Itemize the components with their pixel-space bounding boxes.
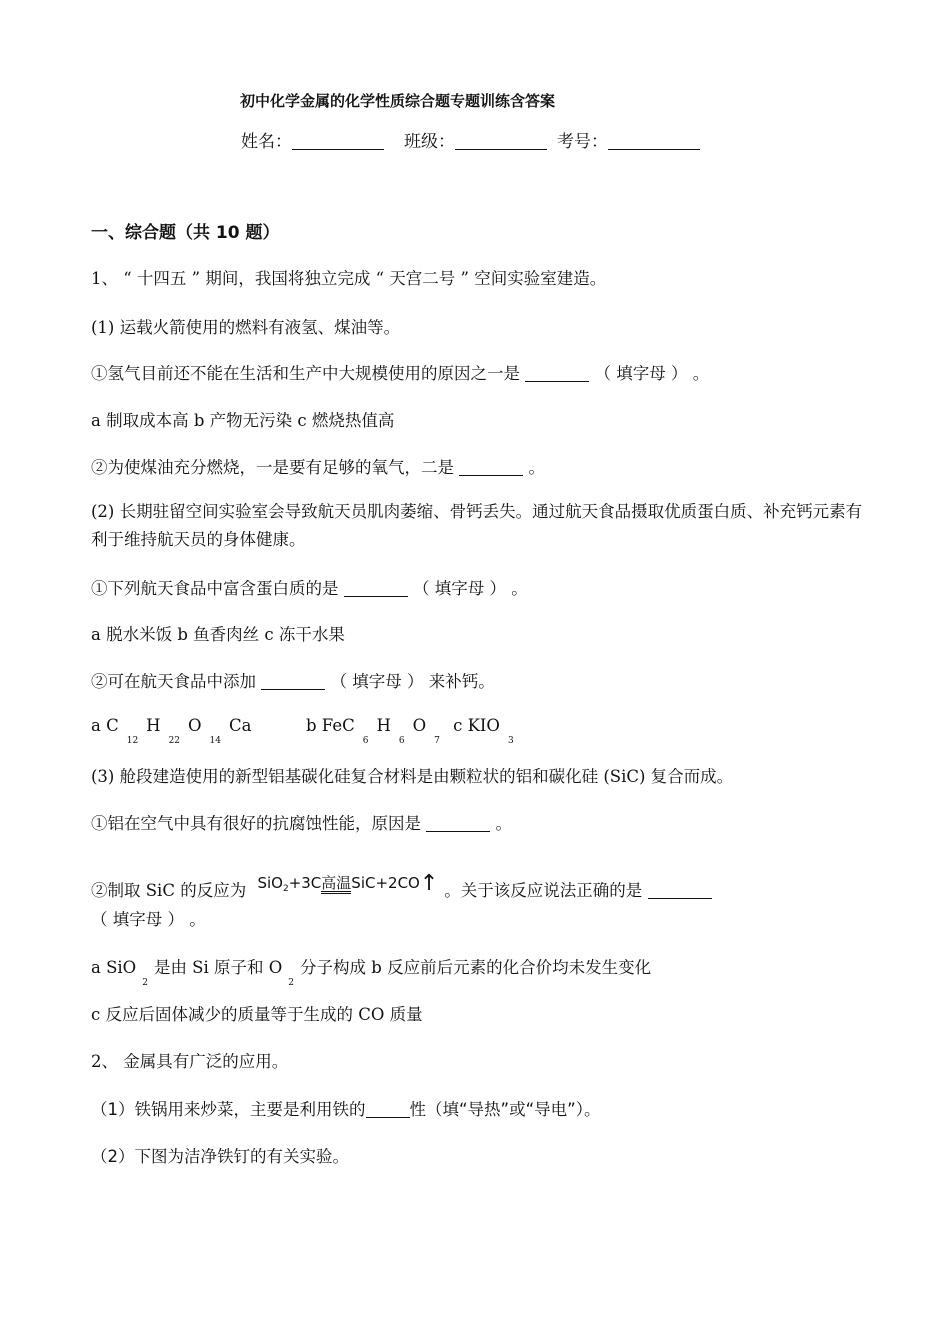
class-blank[interactable] bbox=[455, 133, 547, 150]
q1-part2-a bbox=[91, 575, 528, 599]
q1-p3b-mid: 。关于该反应说法正确的是 bbox=[444, 881, 648, 900]
q1-part1-b bbox=[91, 454, 545, 478]
answer-blank[interactable] bbox=[344, 580, 408, 597]
name-blank[interactable] bbox=[292, 133, 384, 150]
q1-p1a-text: ①氢气目前还不能在生活和生产中大规模使用的原因之一是 bbox=[91, 364, 526, 383]
q1-p2a-text: ①下列航天食品中富含蛋白质的是 bbox=[91, 579, 344, 598]
exam-no-label: 考号： bbox=[557, 132, 608, 152]
option-c-formula: c $KIO_3$ bbox=[453, 716, 514, 746]
document-title: 初中化学金属的化学性质综合题专题训练含答案 bbox=[240, 92, 556, 110]
class-field bbox=[404, 127, 547, 152]
name-field bbox=[241, 127, 384, 152]
q1-part1-a bbox=[91, 360, 709, 384]
name-label: 姓名： bbox=[241, 132, 292, 152]
q1-p1b-tail: 。 bbox=[523, 458, 545, 477]
answer-blank[interactable] bbox=[426, 815, 490, 832]
q1-part3-b bbox=[91, 871, 712, 908]
q1-part3-options-ab: a SiO$_2$是由 Si 原子和 $O_2$分子构成 b 反应前后元素的化合价均未发生变化 bbox=[91, 958, 652, 988]
q1-intro: 1、 “ 十四五 ” 期间，我国将独立完成 “ 天宫二号 ” 空间实验室建造。 bbox=[91, 269, 607, 288]
exam-no-field bbox=[557, 127, 700, 152]
q1-part3-b-tail: （ 填字母 ） 。 bbox=[91, 910, 206, 929]
answer-blank[interactable] bbox=[261, 673, 325, 690]
q1-part2-b bbox=[91, 668, 495, 692]
q1-p2b-tail: （ 填字母 ） 来补钙。 bbox=[325, 672, 495, 691]
q1-part2: (2) 长期驻留空间实验室会导致航天员肌肉萎缩、骨钙丢失。通过航天食品摄取优质蛋白质、补充钙元素有利于维持航天员的身体健康。 bbox=[91, 502, 863, 549]
answer-blank[interactable] bbox=[459, 459, 523, 476]
option-b-formula: b $FeC_6H_6O_7$ bbox=[305, 716, 440, 746]
q2-intro: 2、 金属具有广泛的应用。 bbox=[91, 1052, 289, 1071]
q1-part2-a-options: a 脱水米饭 b 鱼香肉丝 c 冻干水果 bbox=[91, 625, 345, 644]
q1-part3: (3) 舱段建造使用的新型铝基碳化硅复合材料是由颗粒状的铝和碳化硅 (SiC) 复合而成。 bbox=[91, 767, 734, 786]
q1-p3a-text: ①铝在空气中具有很好的抗腐蚀性能，原因是 bbox=[91, 814, 427, 833]
q1-part1-a-options: a 制取成本高 b 产物无污染 c 燃烧热值高 bbox=[91, 411, 395, 430]
q1-part1: (1) 运载火箭使用的燃料有液氢、煤油等。 bbox=[91, 318, 401, 337]
q1-p1b-text: ②为使煤油充分燃烧，一是要有足够的氧气，二是 bbox=[91, 458, 460, 477]
answer-blank[interactable] bbox=[366, 1101, 410, 1118]
reaction-equation: SiO$_2$+3C高温SiC+2CO↑ bbox=[257, 871, 439, 896]
q1-p3b-text: ②制取 SiC 的反应为 bbox=[91, 881, 252, 900]
reaction-condition: 高温 bbox=[321, 874, 352, 892]
q1-part3-a bbox=[91, 810, 512, 834]
answer-blank[interactable] bbox=[525, 365, 589, 382]
gas-arrow-icon: ↑ bbox=[419, 871, 439, 896]
exam-no-blank[interactable] bbox=[608, 133, 700, 150]
q2-p1-text: （1）铁锅用来炒菜，主要是利用铁的 bbox=[91, 1100, 366, 1119]
answer-blank[interactable] bbox=[648, 882, 712, 899]
q1-p2b-text: ②可在航天食品中添加 bbox=[91, 672, 262, 691]
q1-p2a-tail: （ 填字母 ） 。 bbox=[407, 579, 528, 598]
section-heading: 一、综合题（共 10 题） bbox=[91, 223, 280, 243]
q1-p3a-tail: 。 bbox=[490, 814, 512, 833]
option-a-formula: a $C_{12}H_{22}O_{14}Ca$ bbox=[91, 716, 252, 746]
q2-p1-tail: 性（填“导热”或“导电”）。 bbox=[409, 1100, 601, 1119]
q1-p1a-tail: （ 填字母 ） 。 bbox=[589, 364, 710, 383]
class-label: 班级： bbox=[404, 132, 455, 152]
q2-part2: （2）下图为洁净铁钉的有关实验。 bbox=[91, 1147, 349, 1166]
q2-part1 bbox=[91, 1096, 600, 1120]
q1-part2-b-options bbox=[91, 716, 522, 746]
q1-part3-option-c: c 反应后固体减少的质量等于生成的 CO 质量 bbox=[91, 1005, 423, 1024]
